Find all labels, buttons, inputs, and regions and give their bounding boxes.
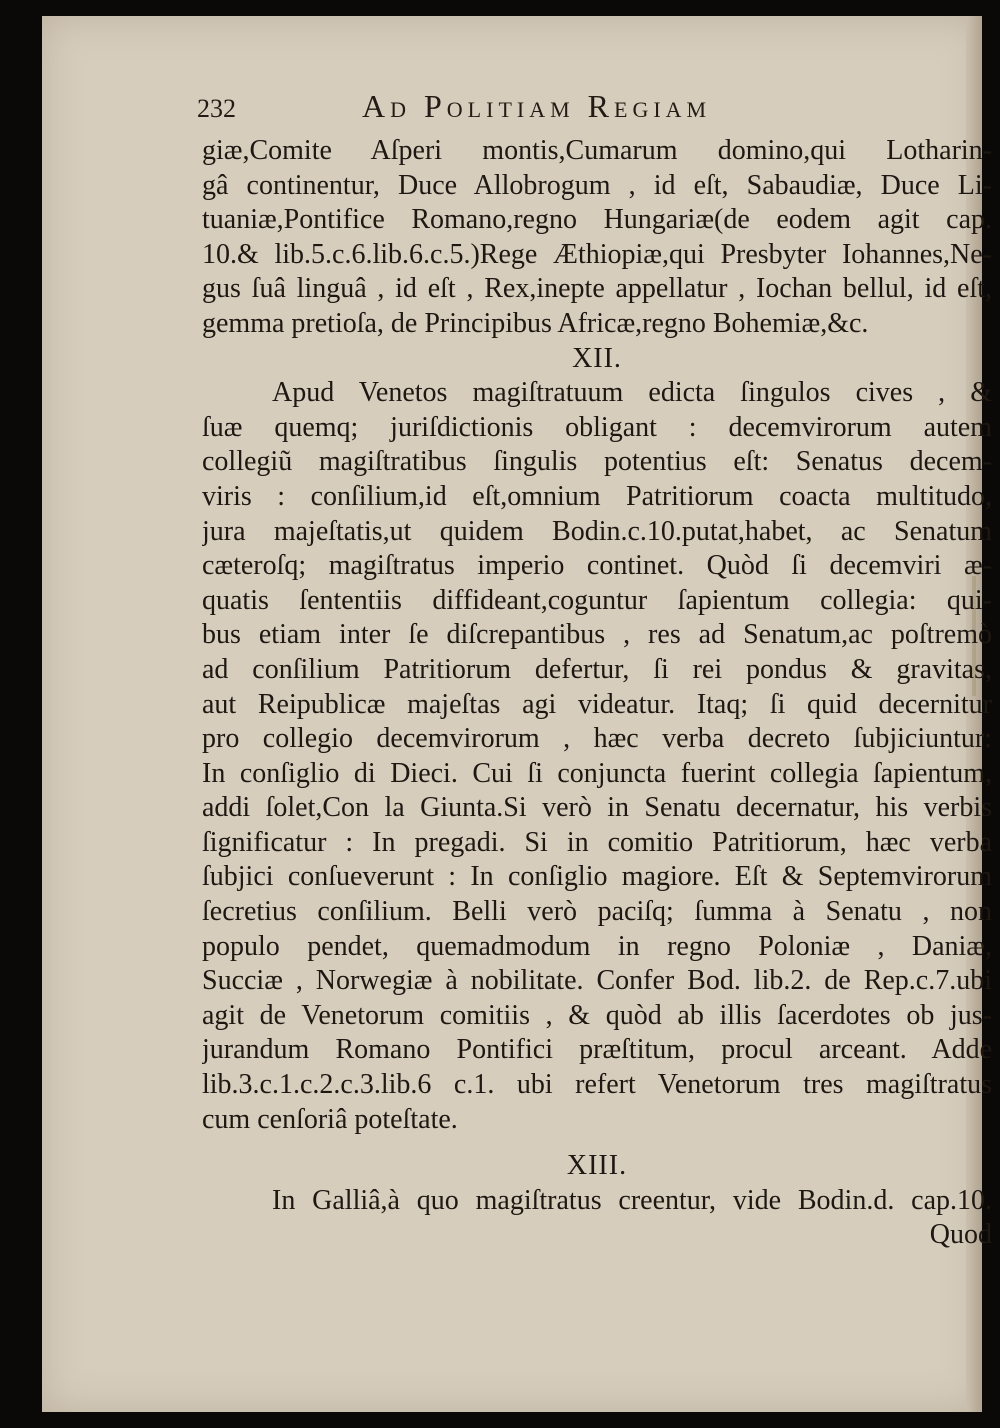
text-block xyxy=(202,134,992,1253)
text-line: cum cenſoriâ poteſtate. xyxy=(202,1103,458,1135)
text-line: populo pendet, quemadmodum in regno Poloniæ , Daniæ, xyxy=(202,930,992,962)
text-line: ſecretius conſilium. Belli verò paciſq; ſumma à Senatu , non xyxy=(202,896,992,928)
text-line: In Galliâ,à quo magiſtratus creentur, vide Bodin.d. cap.10. xyxy=(272,1184,992,1216)
text-line: ſubjici conſueverunt : In conſiglio magiore. Eſt & Septemvirorum xyxy=(202,861,992,893)
text-line: lib.3.c.1.c.2.c.3.lib.6 c.1. ubi refert Venetorum tres magiſtratus xyxy=(202,1069,992,1101)
text-line: gemma pretioſa, de Principibus Africæ,regno Bohemiæ,&c. xyxy=(202,307,869,339)
text-line: jura majeſtatis,ut quidem Bodin.c.10.putat,habet, ac Senatum xyxy=(202,515,992,547)
text-line: agit de Venetorum comitiis , & quòd ab illis ſacerdotes ob jus- xyxy=(202,999,992,1031)
text-line: bus etiam inter ſe diſcrepantibus , res ad Senatum,ac poſtremò xyxy=(202,619,992,651)
text-line: ſuæ quemq; juriſdictionis obligant : decemvirorum autem xyxy=(202,411,992,443)
section-heading: XII. xyxy=(572,342,622,374)
text-line: jurandum Romano Pontifici præſtitum, procul arceant. Adde xyxy=(202,1034,992,1066)
book-page xyxy=(42,16,992,1412)
text-line: 10.& lib.5.c.6.lib.6.c.5.)Rege Æthiopiæ,qui Presbyter Iohannes,Ne- xyxy=(202,238,992,270)
text-line: Apud Venetos magiſtratuum edicta ſingulos cives , & xyxy=(272,377,992,409)
text-line: ſignificatur : In pregadi. Si in comitio Patritiorum, hæc verba xyxy=(202,826,992,858)
text-line: Succiæ , Norwegiæ à nobilitate. Confer Bod. lib.2. de Rep.c.7.ubi xyxy=(202,965,992,997)
text-line: addi ſolet,Con la Giunta.Si verò in Senatu decernatur, his verbis xyxy=(202,792,992,824)
page-number: 232 xyxy=(197,94,236,123)
text-line: In conſiglio di Dieci. Cui ſi conjuncta fuerint collegia ſapientum, xyxy=(202,757,992,789)
text-line: viris : conſilium,id eſt,omnium Patritiorum coacta multitudo, xyxy=(202,480,992,512)
section-heading: XIII. xyxy=(566,1150,628,1182)
catchword: Quod xyxy=(929,1219,992,1251)
text-line: tuaniæ,Pontifice Romano,regno Hungariæ(de eodem agit cap. xyxy=(202,204,992,236)
text-line: pro collegio decemvirorum , hæc verba decreto ſubjiciuntur: xyxy=(202,723,992,755)
text-line: giæ,Comite Aſperi montis,Cumarum domino,qui Lotharin- xyxy=(202,135,992,166)
text-line: quatis ſententiis diffideant,coguntur ſapientum collegia: qui- xyxy=(202,584,992,616)
text-line: gâ continentur, Duce Allobrogum , id eſt, Sabaudiæ, Duce Li- xyxy=(202,169,992,201)
page-title: Ad Politiam Regiam xyxy=(362,88,712,124)
text-line: collegiũ magiſtratibus ſingulis potentius eſt: Senatus decem- xyxy=(202,446,992,478)
text-line: cæteroſq; magiſtratus imperio continet. Quòd ſi decemviri æ- xyxy=(202,550,992,582)
running-head xyxy=(197,88,817,128)
text-line: ad conſilium Patritiorum defertur, ſi rei pondus & gravitas, xyxy=(202,653,992,685)
text-line: gus ſuâ linguâ , id eſt , Rex,inepte appellatur , Iochan bellul, id eſt, xyxy=(202,273,992,305)
text-line: aut Reipublicæ majeſtas agi videatur. Itaq; ſi quid decernitur xyxy=(202,688,992,720)
